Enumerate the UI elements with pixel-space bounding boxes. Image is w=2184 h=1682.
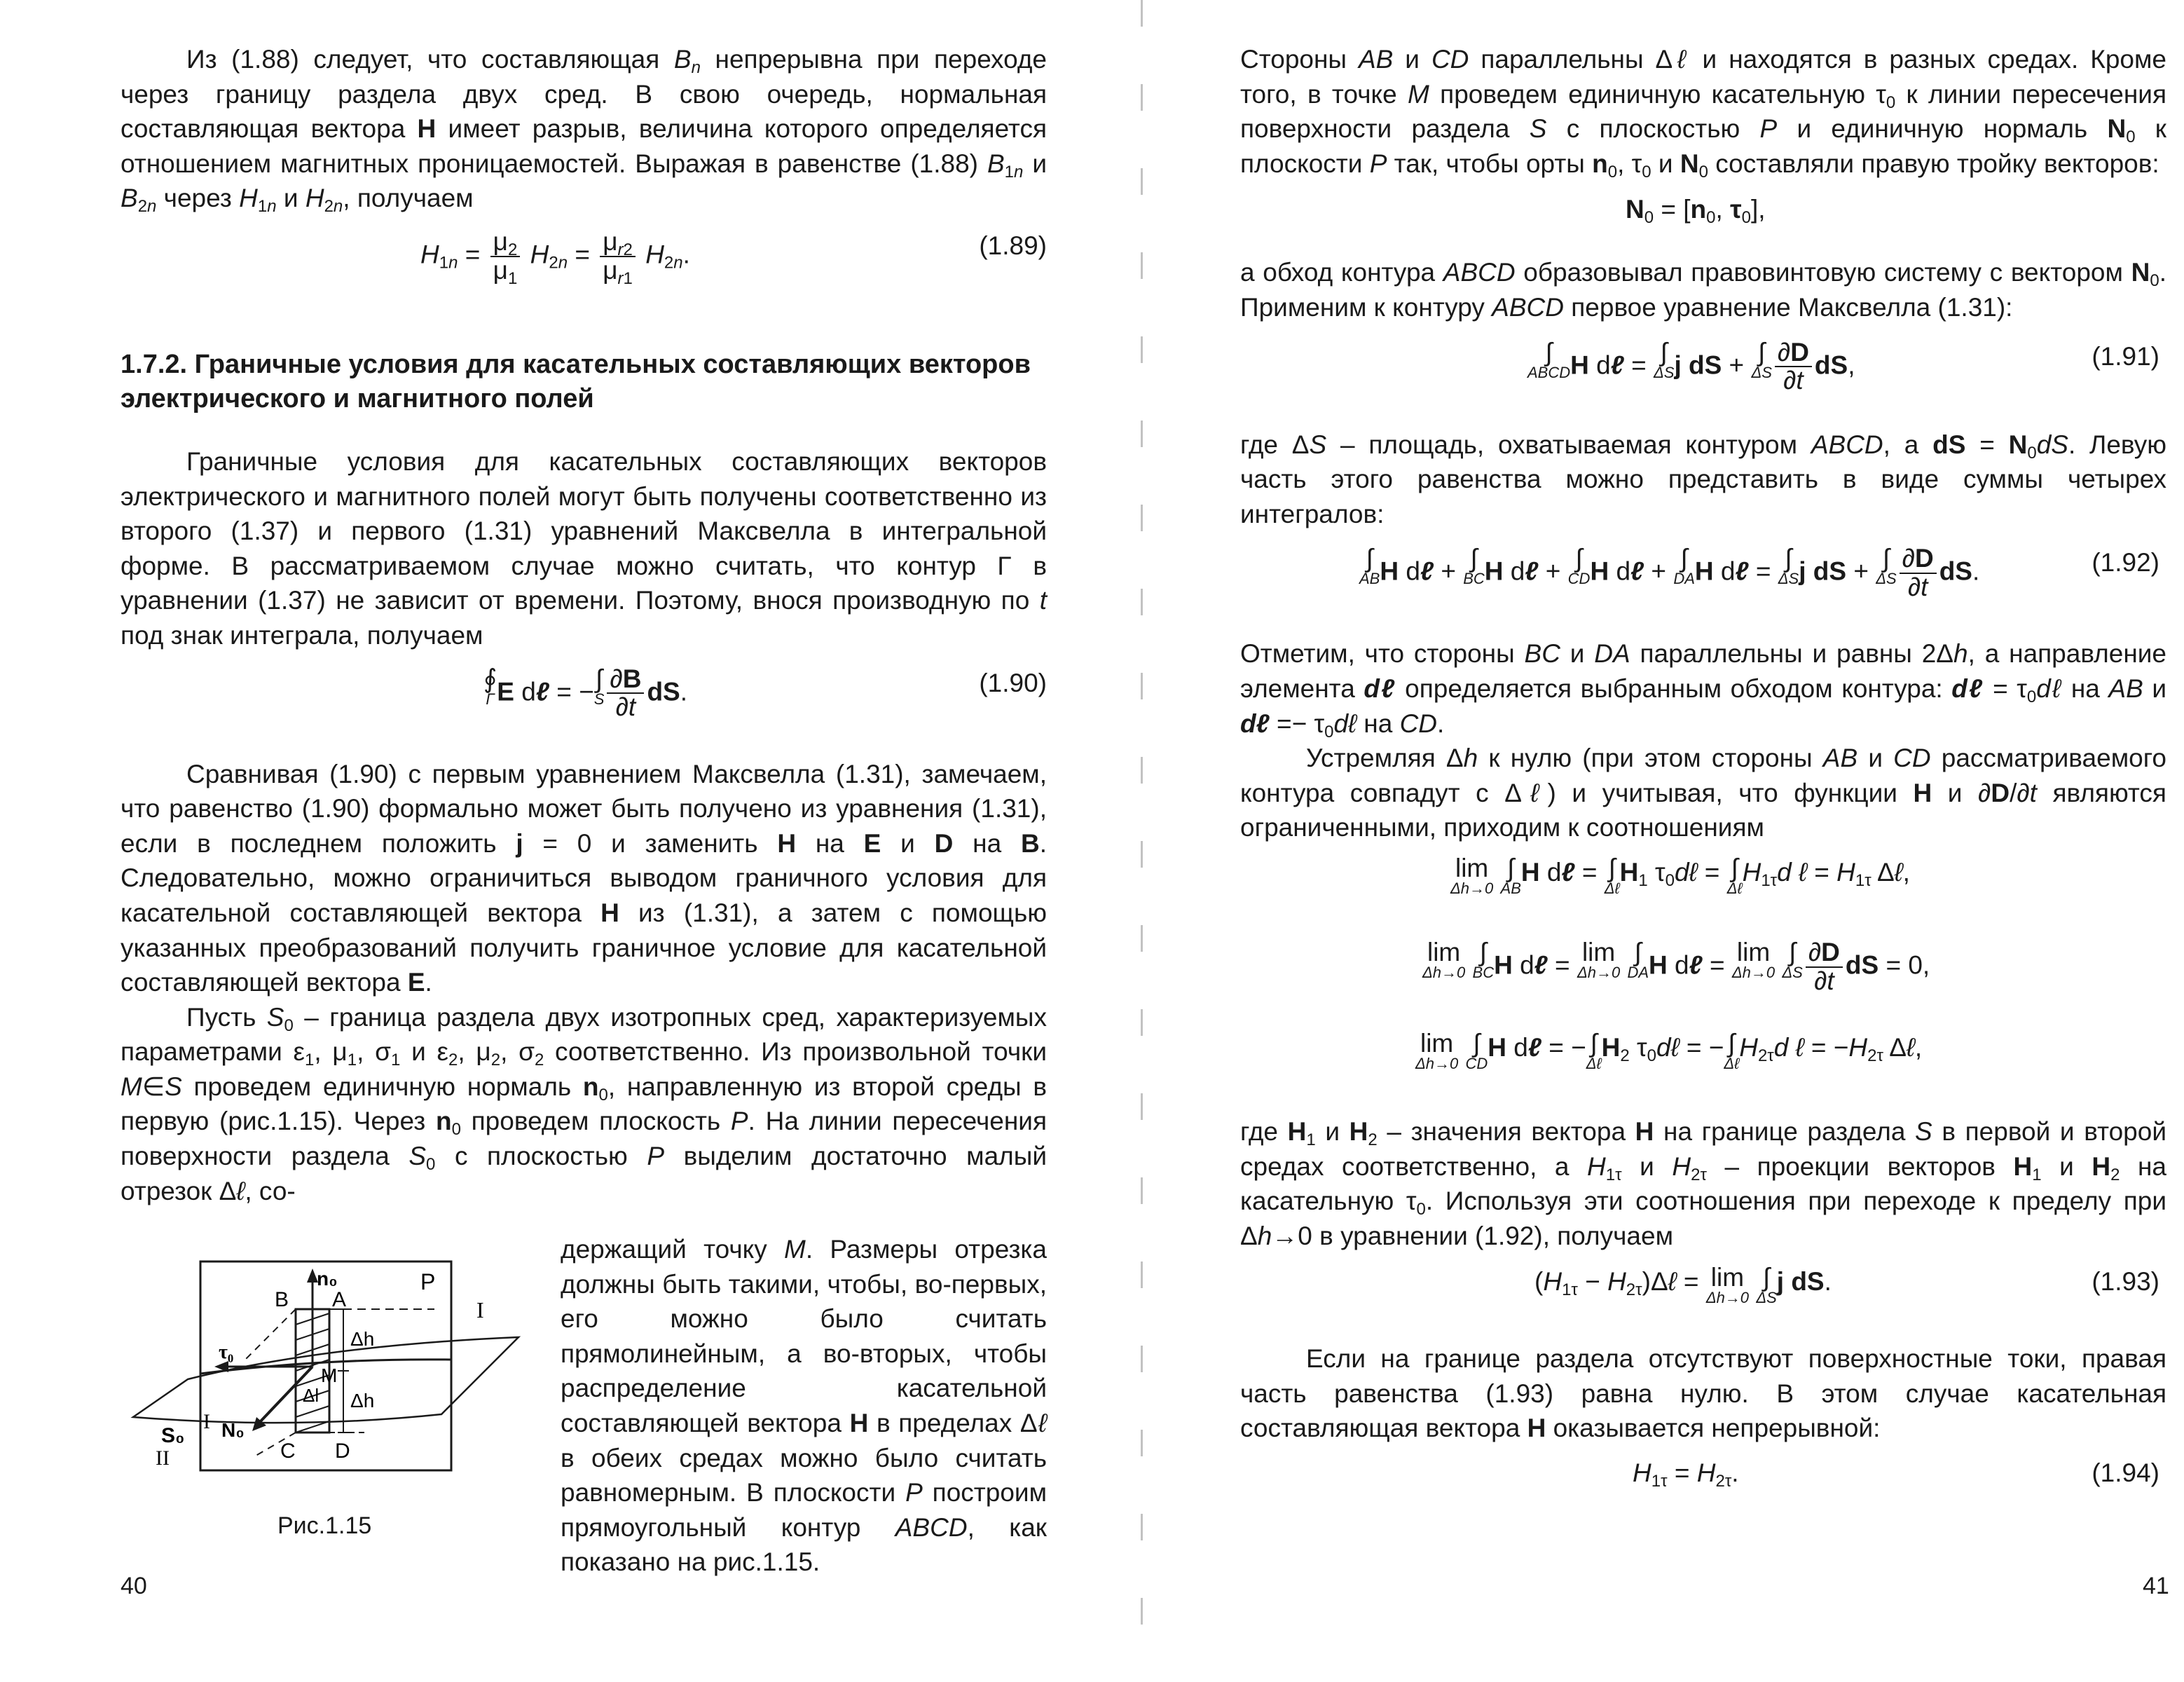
equation-limit-1: lim Δh→0 ∫ AB H dℓ = ∫ Δℓ $H_1$ $\tau_0d\ell$ = ∫ Δℓ $H_{1\tau}d$ ℓ = $H_{1\tau}$ Δℓ, [1450,853,1910,897]
dashed-diagonal-top [245,1309,296,1360]
right-page [1149,0,2184,1682]
label-B: B [275,1288,289,1311]
equation-1-90: ∮ Γ E dℓ = −∫ S $\frac{\partial B}{\partial t}$ dS. (1.90) [483,664,1047,722]
equation-n0: $N_0 = [n_0$, $\tau_0$], [1626,195,1766,228]
right-paragraph-1: Стороны AB и CD параллельны Δℓ и находятся в разных средах. Кроме того, в точке M проведем единичную касательную $\tau_0$ к линии пересечения поверхности раздела S с плоскостью P и единичную нормаль $N_0$ к плоскости P так, чтобы орты $n_0$, $\tau_0$ и $N_0$ составляли правую тройку векторов: [1240,45,2167,182]
label-delta-h-bottom: Δh [350,1390,375,1411]
label-M: M [321,1365,338,1386]
left-paragraph-3: Сравнивая (1.90) с первым уравнением Максвелла (1.31), замечаем, что равенство (1.90) формально может быть получено из уравнения (1.31), если в последнем положить j = 0 и заменить H на E и D на B. Следовательно, можно ограничиться выводом граничного условия для касательной составляющей вектора H из (1.31), а затем с помощью указанных преобразований получить граничное условие для касательной составляющей вектора E. [121,759,1047,997]
equation-limit-2: lim Δh→0 ∫ BC H dℓ = lim Δh→0 ∫ DA H dℓ = lim Δh→0 ∫ ΔS $\frac{\partial D}{\partial t}$ dS = 0, [1422,937,1930,995]
equation-number: (1.92) [2092,548,2159,577]
equation-1-91: ∫ ABCD H dℓ = ∫ ΔS j dS + ∫ ΔS $\frac{\partial D}{\partial t}$ dS, (1.91) [1527,337,2159,395]
label-n0: n₀ [317,1268,338,1290]
left-figure-side-text [561,1232,1047,1580]
left-paragraph-2: Граничные условия для касательных составляющих векторов электрического и магнитного полей могут быть получены соответственно из второго (1.37) и первого (1.31) уравнений Максвелла в интегральной форме. В рассматриваемом случае можно считать, что контур Γ в уравнении (1.37) не зависит от времени. Поэтому, внося производную по t под знак интеграла, получаем [121,446,1047,650]
figure-caption: Рис.1.15 [277,1512,372,1539]
label-medium-1: I [476,1297,484,1322]
page-number-left: 40 [121,1573,147,1599]
label-plane-p: P [420,1269,436,1294]
equation-number: (1.93) [2092,1267,2159,1297]
left-paragraph-1: Из (1.88) следует, что составляющая $B_n$ непрерывна при переходе через границу раздела двух сред. В свою очередь, нормальная составляющая вектора H имеет разрыв, величина которого определяется отношением магнитных проницаемостей. Выражая в равенстве (1.88) $B_{1n}$ и $B_{2n}$ через $H_{1n}$ и $H_{2n}$, получаем [121,45,1047,217]
page-number-right: 41 [2143,1573,2169,1599]
left-paragraph-4-continued: держащий точку M. Размеры отрезка должны быть такими, чтобы, во-первых, его можно было считать прямолинейным, а во-вторых, чтобы распределение касательной составляющей вектора H в пределах Δℓ в обеих средах можно было считать равномерным. В плоскости P построим прямоугольный контур ABCD, как показано на рис.1.15. [561,1235,1048,1577]
equation-1-94: $H_{1\tau} = H_{2\tau}$. (1.94) [1240,1456,2166,1505]
right-paragraph-3: где ΔS – площадь, охватываемая контуром ABCD, а dS = $N_0dS$. Левую часть этого равенства можно представить в виде суммы четырех интегралов: [1240,430,2166,528]
right-paragraph-6: где $H_1$ и $H_2$ – значения вектора H на границе раздела S в первой и второй средах соответственно, а $H_{1\tau}$ и $H_{2\tau}$ – проекции векторов $H_1$ и $H_2$ на касательную $\tau_0$. Используя эти соотношения при переходе к пределу при Δh→0 в уравнении (1.92), получаем [1240,1116,2167,1250]
right-paragraph-2: а обход контура ABCD образовывал правовинтовую систему с вектором $N_0$. Применим к контуру ABCD первое уравнение Максвелла (1.31): [1240,258,2166,322]
label-C: C [280,1440,296,1463]
label-D: D [335,1440,350,1463]
equation-limit-3: lim Δh→0 ∫ CD H dℓ = − ∫ Δℓ $H_2$ $\tau_0d\ell$ = − ∫ Δℓ $H_{2\tau}d$ ℓ = $-H_{2\tau}$ Δℓ, [1415,1028,1923,1072]
right-paragraph-4: Отметим, что стороны BC и DA параллельны и равны 2Δh, а направление элемента dℓ определяется выбранным обходом контура: dℓ = $\tau_0d\ell$ на AB и dℓ =− $\tau_0d\ell$ на CD. [1240,639,2166,741]
book-gutter [1141,0,1143,1682]
label-N0: N₀ [221,1419,245,1441]
label-delta-l: Δl [303,1385,320,1406]
label-medium-2: II [156,1447,170,1470]
right-paragraph-5: Устремляя Δh к нулю (при этом стороны AB и CD рассматриваемого контура совпадут с Δℓ) и учитывая, что функции H и ∂D/∂t являются ограниченными, приходим к соотношениям [1240,744,2166,842]
equation-number: (1.91) [2092,341,2159,371]
section-heading: 1.7.2. Граничные условия для касательных составляющих векторов электрического и магнитного полей [121,349,1031,413]
left-paragraph-4: Пусть $S_0$ – граница раздела двух изотропных сред, характеризуемых параметрами $\varepsilon_1$, $\mu_1$, $\sigma_1$ и $\varepsilon_2$, $\mu_2$, $\sigma_2$ соответственно. Из произвольной точки M∈S проведем единичную нормаль $n_0$, направленную из второй среды в первую (рис.1.15). Через $n_0$ проведем плоскость P. На линии пересечения поверхности раздела $S_0$ с плоскостью P выделим достаточно малый отрезок Δℓ, со- [121,1002,1047,1205]
equation-number: (1.94) [2092,1458,2159,1488]
label-S0: S₀ [161,1424,185,1447]
label-tau0: τ₀ [219,1341,234,1363]
label-A: A [332,1288,347,1311]
right-paragraph-7: Если на границе раздела отсутствуют поверхностные токи, правая часть равенства (1.93) равна нулю. В этом случае касательная составляющая вектора H оказывается непрерывной: [1240,1344,2166,1443]
label-delta-h-top: Δh [350,1328,375,1350]
equation-number: (1.89) [979,231,1047,260]
label-medium-1-lower: I [203,1410,210,1433]
equation-1-92: ∫ AB H dℓ + ∫ BC H dℓ + ∫ CD H dℓ + ∫ DA H dℓ = ∫ ΔS j dS + ∫ ΔS $\frac{\partial D}{\partial t}$ dS. (1.92) [1359,544,2159,602]
equation-1-93: ($H_{1\tau}$ − $H_{2\tau})\Delta\ell = \lim$ Δh→0 ∫ ΔS j dS. (1.93) [1534,1263,2159,1307]
right-text-column [1240,42,2166,1505]
equation-1-89: $H_{1n}$ = $\frac{\mu_2}{\mu_1}$ $H_{2n}$ = $\frac{\mu_{r2}}{\mu_{r1}}$ $H_{2n}$. (1.89) [420,226,1047,288]
equation-number: (1.90) [979,668,1047,697]
figure-1-15 [112,1254,533,1486]
left-text-column [121,42,1047,1208]
